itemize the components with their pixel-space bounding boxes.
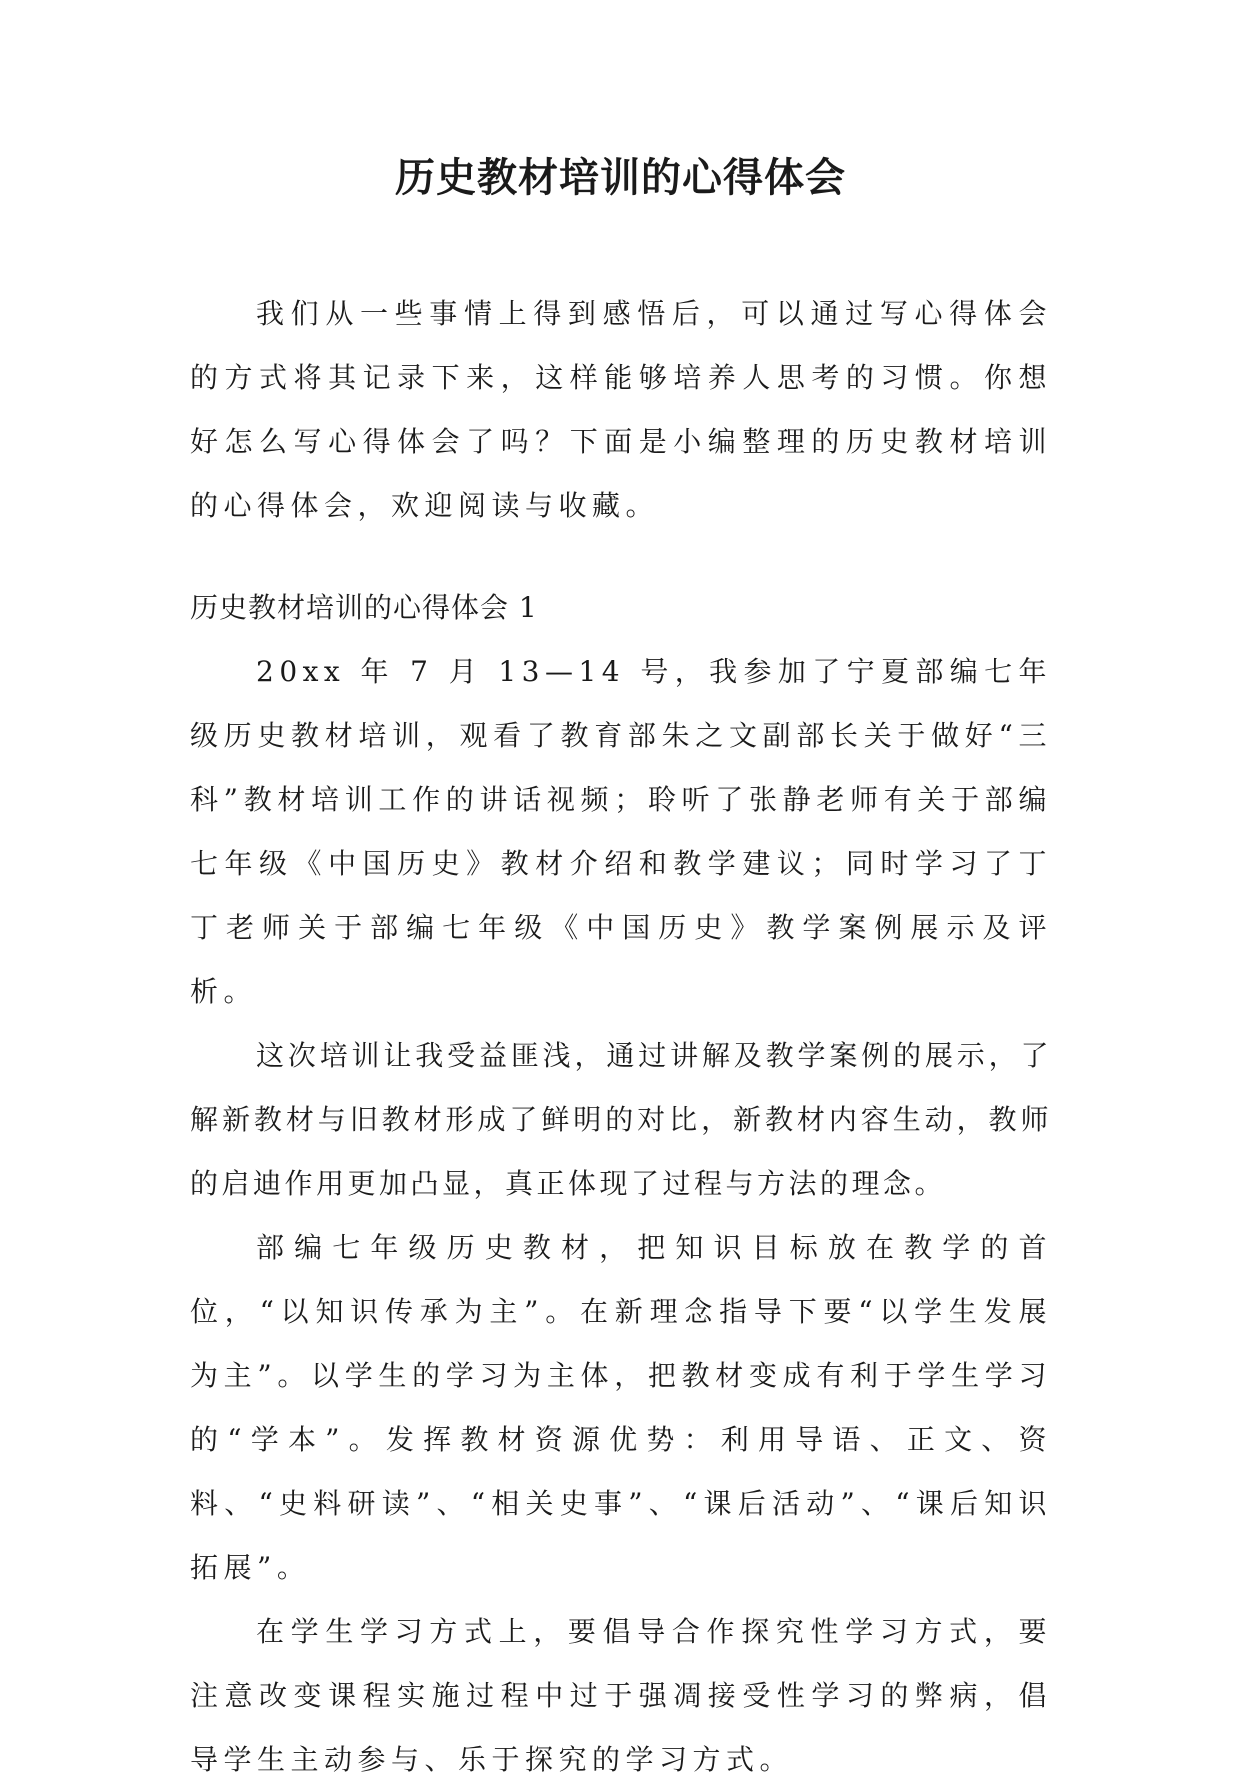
section-paragraph-3: 部编七年级历史教材，把知识目标放在教学的首位，“以知识传承为主”。在新理念指导下要“以学生发展为主”。以学生的学习为主体，把教材变成有利于学生学习的“学本”。发挥教材资源优势：利用导语、正文、资料、“史料研读”、“相关史事”、“课后活动”、“课后知识拓展”。	[190, 1231, 1052, 1584]
section-paragraph-4: 在学生学习方式上，要倡导合作探究性学习方式，要注意改变课程实施过程中过于强凋接受性学习的弊病，倡导学生主动参与、乐于探究的学习方式。	[190, 1615, 1052, 1776]
section-heading: 历史教材培训的心得体会 1	[190, 591, 538, 624]
section-paragraph-1: 20xx 年 7 月 13—14 号，我参加了宁夏部编七年级历史教材培训，观看了教育部朱之文副部长关于做好“三科”教材培训工作的讲话视频；聆听了张静老师有关于部编七年级《中国历史》教材介绍和教学建议；同时学习了丁丁老师关于部编七年级《中国历史》教学案例展示及评析。	[190, 655, 1052, 1008]
section-paragraph-2: 这次培训让我受益匪浅，通过讲解及教学案例的展示，了解新教材与旧教材形成了鲜明的对比，新教材内容生动，教师的启迪作用更加凸显，真正体现了过程与方法的理念。	[190, 1039, 1052, 1200]
document-title: 历史教材培训的心得体会	[395, 154, 846, 201]
section-1	[190, 576, 1052, 1792]
intro-paragraph: 我们从一些事情上得到感悟后，可以通过写心得体会的方式将其记录下来，这样能够培养人思考的习惯。你想好怎么写心得体会了吗？下面是小编整理的历史教材培训的心得体会，欢迎阅读与收藏。	[190, 297, 1052, 522]
intro-block	[190, 282, 1052, 538]
